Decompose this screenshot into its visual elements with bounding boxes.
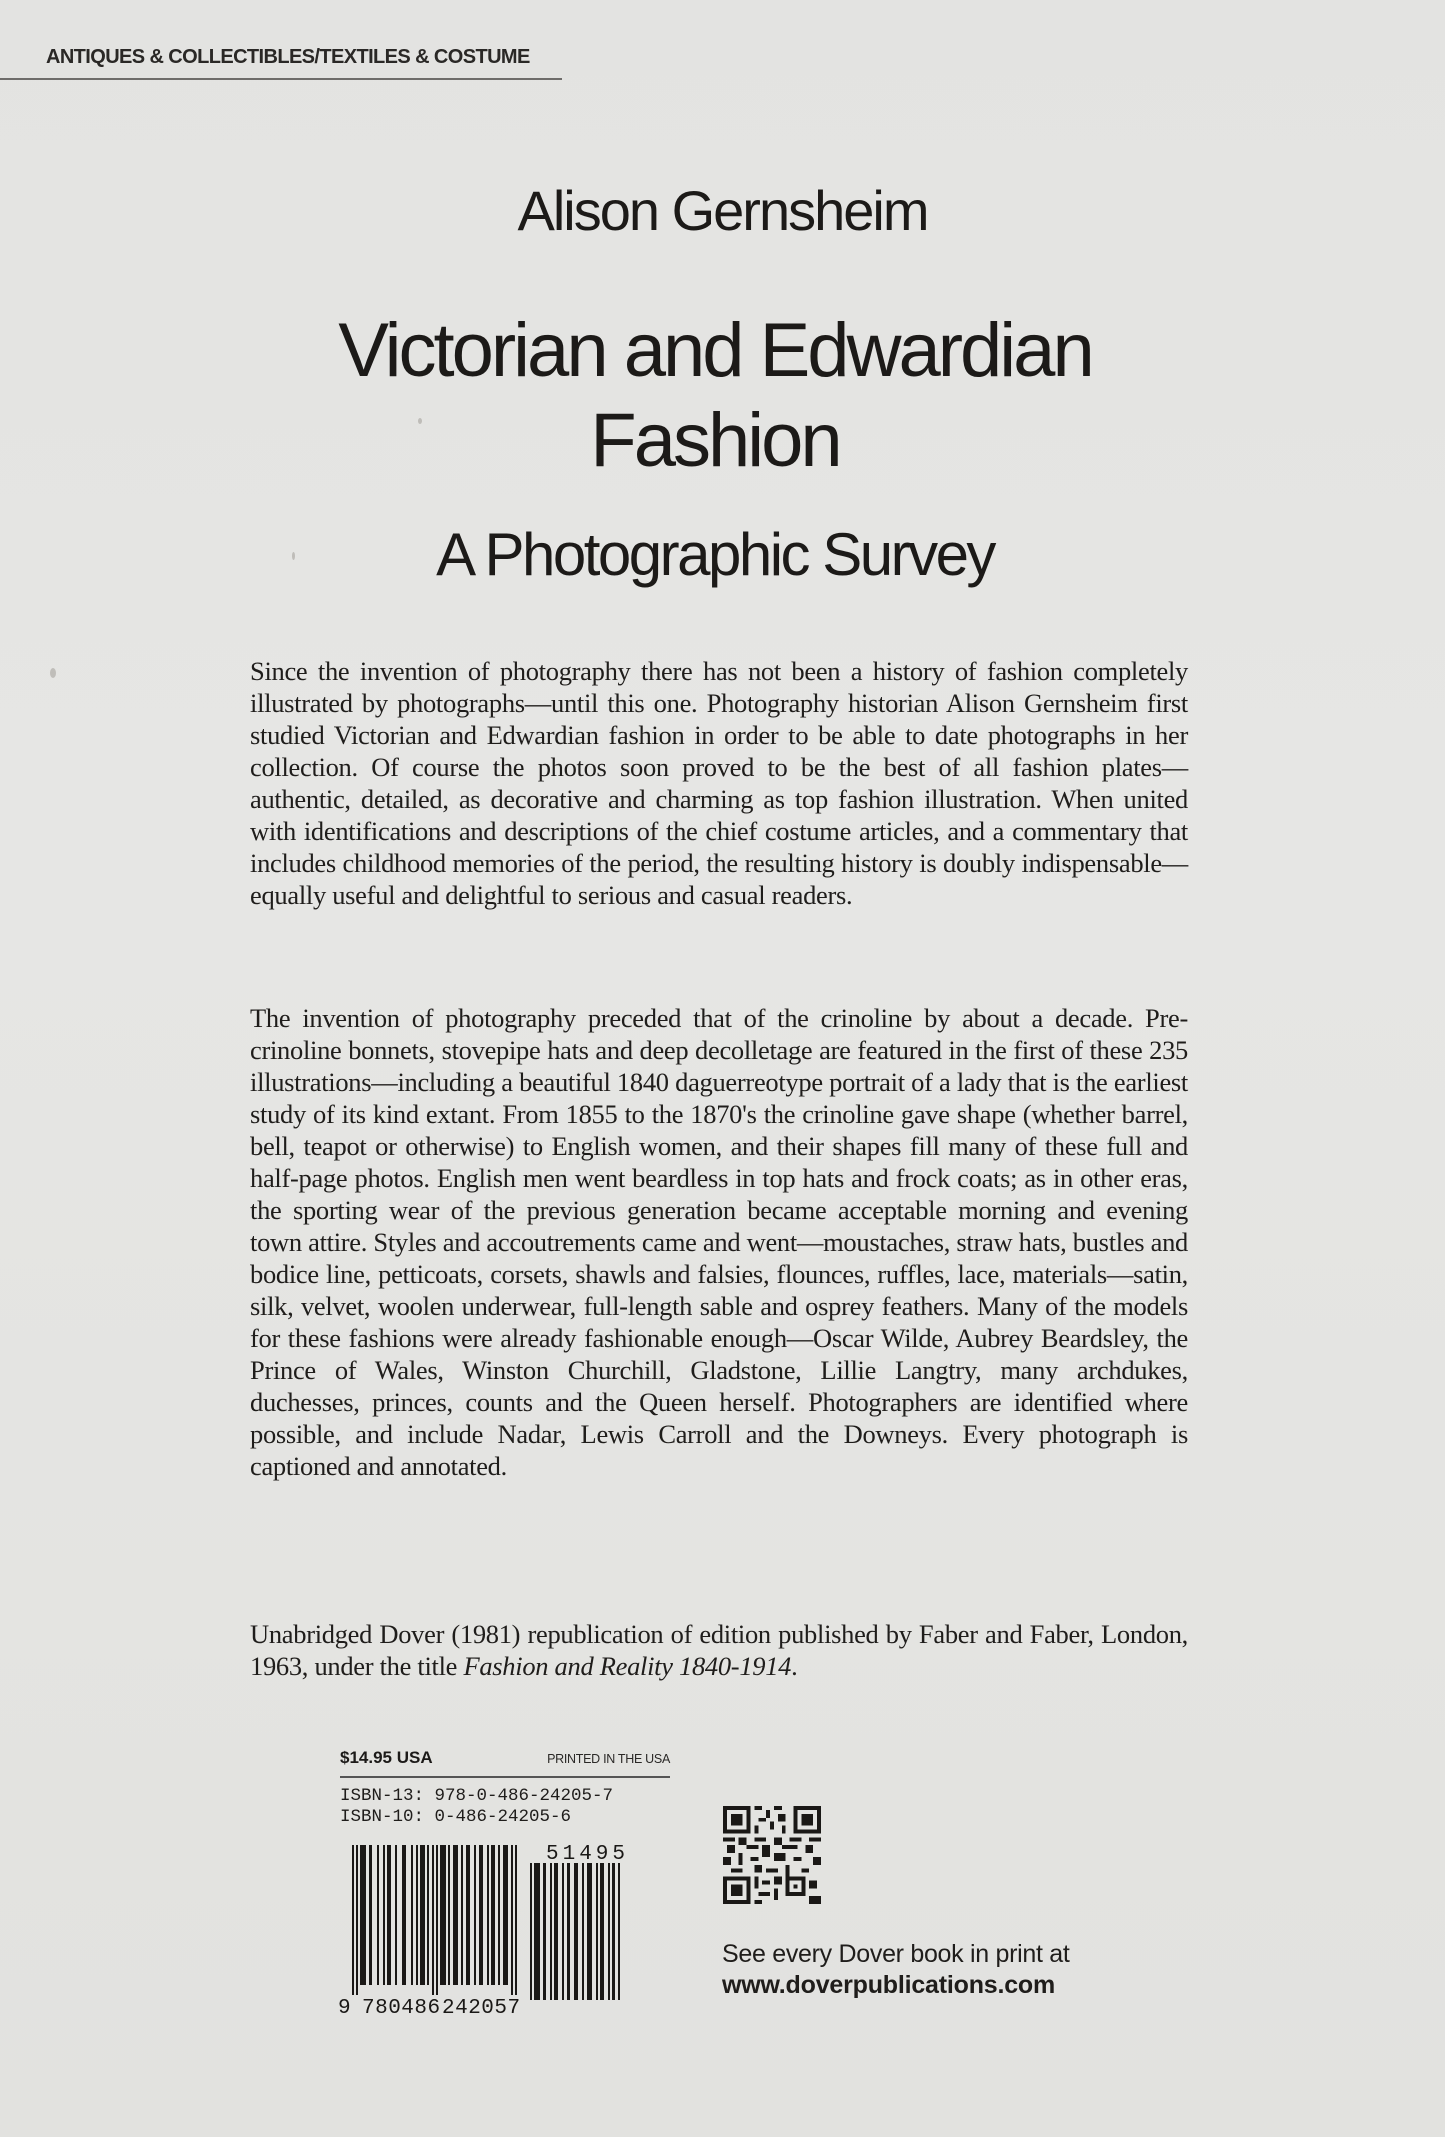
original-title: Fashion and Reality 1840-1914 <box>463 1651 792 1681</box>
price-divider <box>340 1776 670 1778</box>
paper-speck <box>50 668 56 678</box>
dover-promo-text: See every Dover book in print at <box>722 1940 1070 1968</box>
price-row <box>340 1748 670 1768</box>
book-subtitle: A Photographic Survey <box>436 521 994 588</box>
isbn-10: ISBN-10: 0-486-24205-6 <box>340 1807 572 1827</box>
category-label: ANTIQUES & COLLECTIBLES/TEXTILES & COSTUME <box>46 46 530 68</box>
publication-note <box>250 1618 1188 1682</box>
publication-note-text: Unabridged Dover (1981) republication of edition published by Faber and Faber, London, 1963, under the title <box>250 1619 1188 1681</box>
title-line-1: Victorian and Edwardian <box>338 308 1092 393</box>
price-isbn-block <box>340 1748 670 1828</box>
barcode-digits-left: 780486 <box>362 1997 441 2017</box>
barcode-addon-digits: 51495 <box>546 1845 630 1866</box>
category-divider <box>0 78 562 80</box>
title-line-2: Fashion <box>590 398 840 483</box>
printed-in-label: PRINTED IN THE USA <box>547 1752 670 1766</box>
barcode-digits-right: 242057 <box>442 1997 521 2017</box>
dover-promo <box>722 1940 1070 2000</box>
qr-code-icon <box>723 1806 821 1904</box>
book-title <box>0 306 1430 486</box>
price-label: $14.95 USA <box>340 1748 433 1767</box>
isbn-13: ISBN-13: 978-0-486-24205-7 <box>340 1786 614 1806</box>
description-paragraph-1: Since the invention of photography there has not been a history of fashion completely illustrated by photographs—until this one. Photography historian Alison Gernsheim first studied Victorian and Edwardian fashion in order to be able to date photographs in her collection. Of course the photos soon proved to be the best of all fashion plates—authentic, detailed, as decorative and charming as top fashion illustration. When united with identifications and descriptions of the chief costume articles, and a commentary that includes childhood memories of the period, the resulting history is doubly indispensable—equally useful and delightful to serious and casual readers. <box>250 656 1188 910</box>
barcode-icon <box>338 1845 668 2017</box>
description-paragraph-2: The invention of photography preceded that of the crinoline by about a decade. Pre-crinoline bonnets, stovepipe hats and deep decolletage are featured in the first of these 235 illustrations—including a beautiful 1840 daguerreotype portrait of a lady that is the earliest study of its kind extant. From 1855 to the 1870's the crinoline gave shape (whether barrel, bell, teapot or otherwise) to English women, and their shapes fill many of these full and half-page photos. English men went beardless in top hats and frock coats; as in other eras, the sporting wear of the previous generation became acceptable morning and evening town attire. Styles and accoutrements came and went—moustaches, straw hats, bustles and bodice line, petticoats, corsets, shawls and falsies, flounces, ruffles, lace, materials—satin, silk, velvet, woolen underwear, full-length sable and osprey feathers. Many of the models for these fashions were already fashionable enough—Oscar Wilde, Aubrey Beardsley, the Prince of Wales, Winston Churchill, Gladstone, Lillie Langtry, many archdukes, duchesses, princes, counts and the Queen herself. Photographers are identified where possible, and include Nadar, Lewis Carroll and the Downeys. Every photograph is captioned and annotated. <box>250 1003 1188 1481</box>
publication-note-end: . <box>791 1651 798 1681</box>
dover-website-link[interactable]: www.doverpublications.com <box>722 1971 1056 1999</box>
author-name: Alison Gernsheim <box>517 179 928 242</box>
barcode-digit-lead: 9 <box>338 1997 351 2017</box>
